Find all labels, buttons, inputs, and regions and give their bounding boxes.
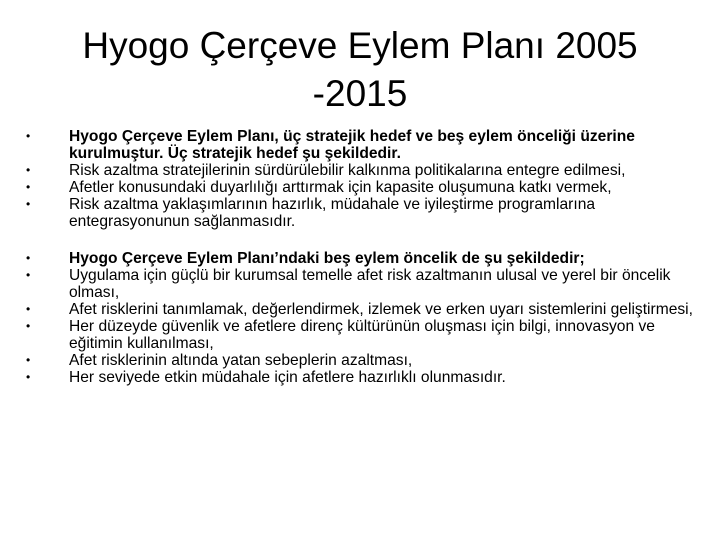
bullet-icon: • bbox=[26, 302, 31, 316]
bullet-text: Afet risklerinin altında yatan sebeplerin azaltması, bbox=[69, 352, 413, 369]
bullet-icon: • bbox=[26, 129, 31, 143]
bullet-text: Risk azaltma stratejilerinin sürdürülebilir kalkınma politikalarına entegre edilmesi, bbox=[69, 162, 626, 179]
list-item bbox=[26, 318, 694, 352]
list-item bbox=[26, 179, 694, 196]
bullet-text: Hyogo Çerçeve Eylem Planı’ndaki beş eylem öncelik de şu şekildedir; bbox=[69, 250, 585, 267]
list-item bbox=[26, 352, 694, 369]
bullet-text: Afet risklerini tanımlamak, değerlendirmek, izlemek ve erken uyarı sistemlerini geliştirmesi, bbox=[69, 301, 693, 318]
list-item bbox=[26, 301, 694, 318]
list-item bbox=[26, 162, 694, 179]
bullet-icon: • bbox=[26, 319, 31, 333]
bullet-text: Uygulama için güçlü bir kurumsal temelle afet risk azaltmanın ulusal ve yerel bir öncelik olması, bbox=[69, 267, 671, 301]
bullet-list bbox=[26, 128, 694, 386]
list-item bbox=[26, 128, 694, 162]
bullet-icon: • bbox=[26, 163, 31, 177]
title-line-1: Hyogo Çerçeve Eylem Planı 2005 bbox=[82, 25, 638, 66]
bullet-icon: • bbox=[26, 251, 31, 265]
bullet-icon: • bbox=[26, 197, 31, 211]
title-line-2: -2015 bbox=[312, 73, 408, 114]
bullet-text: Afetler konusundaki duyarlılığı arttırmak için kapasite oluşumuna katkı vermek, bbox=[69, 179, 612, 196]
section-spacer bbox=[26, 230, 694, 250]
bullet-icon: • bbox=[26, 353, 31, 367]
list-item bbox=[26, 250, 694, 267]
bullet-icon: • bbox=[26, 180, 31, 194]
bullet-text: Her seviyede etkin müdahale için afetlere hazırlıklı olunmasıdır. bbox=[69, 369, 506, 386]
bullet-icon: • bbox=[26, 268, 31, 282]
bullet-text: Her düzeyde güvenlik ve afetlere direnç kültürünün oluşması için bilgi, innovasyon ve eğitimin kullanılması, bbox=[69, 318, 655, 352]
bullet-text: Hyogo Çerçeve Eylem Planı, üç stratejik hedef ve beş eylem önceliği üzerine kurulmuştur. Üç stratejik hedef şu şekildedir. bbox=[69, 128, 635, 162]
list-item bbox=[26, 369, 694, 386]
list-item bbox=[26, 267, 694, 301]
bullet-icon: • bbox=[26, 370, 31, 384]
list-item bbox=[26, 196, 694, 230]
slide-title bbox=[20, 22, 700, 118]
bullet-text: Risk azaltma yaklaşımlarının hazırlık, müdahale ve iyileştirme programlarına entegrasyonunun sağlanmasıdır. bbox=[69, 196, 596, 230]
